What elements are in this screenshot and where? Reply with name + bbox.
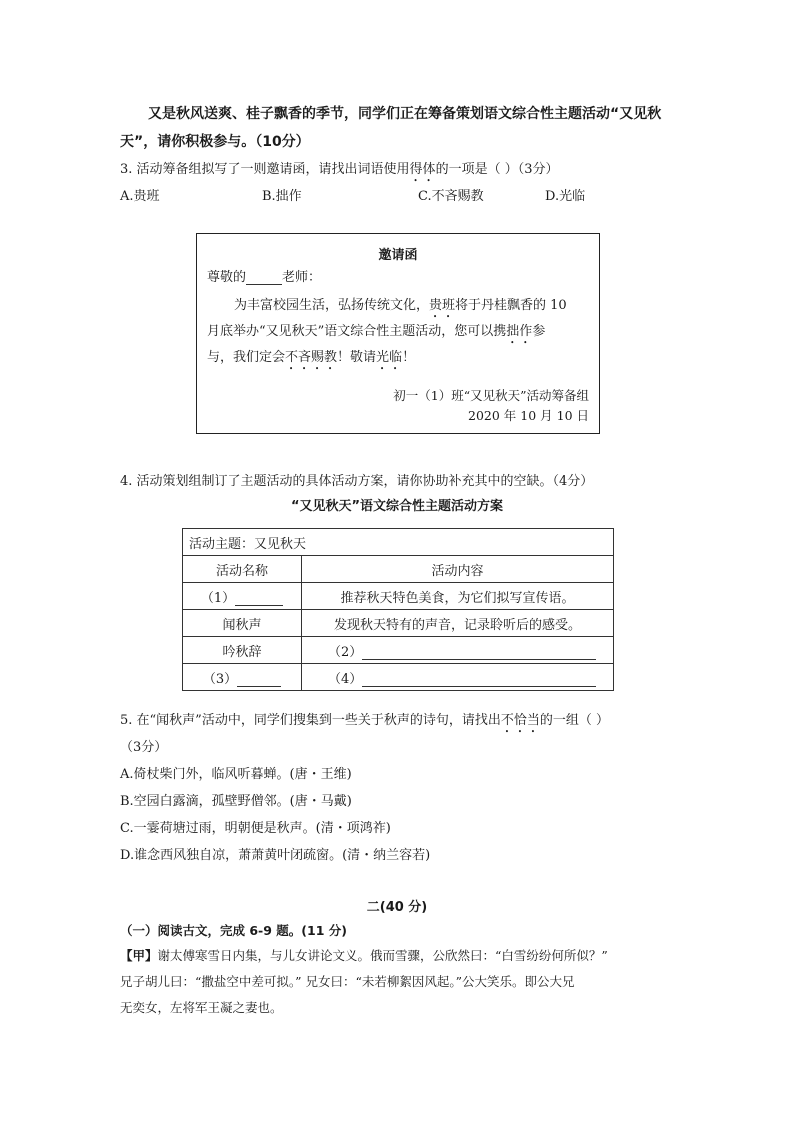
body1-emphasis: 贵班 [429,298,456,313]
plan-row [183,610,614,637]
section-2-subheading: （一）阅读古文，完成 6-9 题。(11 分) [120,923,347,938]
plan-row-3-content-label: （2） [328,644,363,660]
invitation-signature: 初一（1）班“又见秋天”活动筹备组 [393,388,589,403]
body3-text-b: ！敬请 [337,350,377,365]
body1-text-b: 将于丹桂飘香的 10 [455,298,567,313]
q5-option-b: B.空园白露滴，孤壁野僧邻。(唐・马戴) [120,794,352,809]
body3-emphasis-1: 不吝赐教 [285,350,338,365]
plan-row-3-content [302,637,614,664]
plan-row-3-name: 吟秋辞 [183,637,302,664]
plan-theme-cell: 活动主题：又见秋天 [183,529,614,556]
plan-row-4-content [302,664,614,691]
q4-stem: 4. 活动策划组制订了主题活动的具体活动方案，请你协助补充其中的空缺。（4分） [120,474,594,489]
salutation-text-a: 尊敬的 [207,270,247,285]
plan-header-content: 活动内容 [302,556,614,583]
classical-text-line-2: 兄子胡儿曰：“撒盐空中差可拟。” 兄女曰：“未若柳絮因风起。”公大笑乐。即公大兄 [120,974,575,989]
q3-stem-text-a: 3. 活动筹备组拟写了一则邀请函，请找出词语使用 [120,162,410,177]
plan-table-title: “又见秋天”语文综合性主题活动方案 [290,499,504,514]
body1-text-a: 为丰富校园生活，弘扬传统文化， [234,298,430,313]
plan-row [183,583,614,610]
q5-option-d: D.谁念西风独自凉，萧萧黄叶闭疏窗。(清・纳兰容若) [120,848,431,863]
blank-4 [362,686,596,687]
salutation-blank [246,284,282,285]
invitation-title: 邀请函 [378,248,418,263]
section-2-heading: 二(40 分) [366,900,428,915]
intro-line-1: 又是秋风送爽、桂子飘香的季节，同学们正在筹备策划语文综合性主题活动“又见秋 [148,106,662,122]
invitation-date: 2020 年 10 月 10 日 [468,408,589,423]
passage-line-1: 谢太傅寒雪日内集，与儿女讲论文义。俄而雪骤，公欣然曰：“白雪纷纷何所似？” [157,948,608,963]
blank-3 [237,686,281,687]
plan-row-4-name-label: （3） [202,671,238,687]
q5-stem-text-b: 的一组（ ） [539,713,609,728]
invitation-body-line-3 [207,346,415,373]
q3-option-c: C.不吝赐教 [418,189,484,204]
q5-points: （3分） [120,740,168,755]
q3-option-b: B.拙作 [262,189,302,204]
q3-stem-emphasis: 得体 [409,162,436,177]
plan-row [183,664,614,691]
classical-text-line-1 [120,946,608,964]
intro-line-2: 天”，请你积极参与。（10分） [120,134,310,150]
plan-row-4-name [183,664,302,691]
q5-option-c: C.一霎荷塘过雨，明朝便是秋声。(清・项鸿祚) [120,821,391,836]
invitation-box [196,233,600,434]
invitation-body-line-2 [207,320,545,347]
plan-row-1-name [183,583,302,610]
body2-emphasis: 拙作 [506,324,533,339]
q3-stem [120,158,558,185]
q3-option-a: A.贵班 [120,189,160,204]
invitation-body-line-1 [234,294,567,321]
q3-option-d: D.光临 [545,189,586,204]
body3-emphasis-2: 光临 [376,350,403,365]
blank-2 [362,659,596,660]
q5-stem-text-a: 5. 在“闻秋声”活动中，同学们搜集到一些关于秋声的诗句，请找出 [120,713,501,728]
q5-stem-emphasis: 不恰当 [500,713,540,728]
plan-row-4-content-label: （4） [328,671,363,687]
body2-text-a: 月底举办“又见秋天”语文综合性主题活动，您可以携 [207,324,507,339]
activity-plan-table [182,528,614,691]
q5-stem [120,709,609,736]
body3-text-a: 与，我们定会 [207,350,286,365]
q5-option-a: A.倚杖柴门外，临风听暮蝉。(唐・王维) [120,767,352,782]
blank-1 [235,605,283,606]
body2-text-b: 参 [532,324,546,339]
plan-row-1-content: 推荐秋天特色美食，为它们拟写宣传语。 [302,583,614,610]
plan-row-2-content: 发现秋天特有的声音，记录聆听后的感受。 [302,610,614,637]
classical-text-line-3: 无奕女，左将军王凝之妻也。 [120,1000,283,1015]
invitation-salutation [207,266,321,285]
plan-row-1-name-label: （1） [200,590,236,606]
plan-row [183,637,614,664]
body3-text-c: ！ [402,350,416,365]
passage-jia-label: 【甲】 [120,948,158,963]
plan-header-name: 活动名称 [183,556,302,583]
q3-stem-text-b: 的一项是（ ）（3分） [435,162,559,177]
plan-row-2-name: 闻秋声 [183,610,302,637]
salutation-text-b: 老师： [282,270,322,285]
